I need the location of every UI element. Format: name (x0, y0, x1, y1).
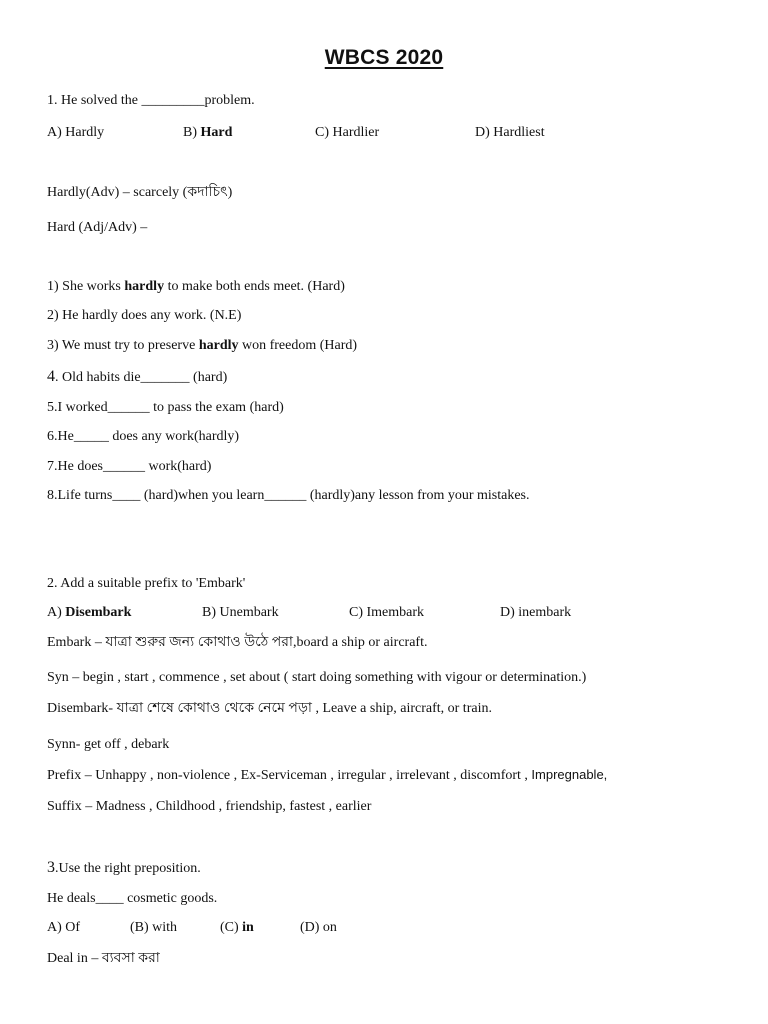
q2-option-b: B) Unembark (202, 605, 279, 620)
q3-num: 3 (47, 859, 55, 876)
q1-option-d: D) Hardliest (475, 125, 545, 140)
q3-question-text: .Use the right preposition. (55, 861, 201, 876)
q1-ex3-pre: 3) We must try to preserve (47, 338, 199, 353)
q2-question: 2. Add a suitable prefix to 'Embark' (47, 576, 246, 591)
q2-option-d: D) inembark (500, 605, 572, 620)
q2-option-a (47, 604, 131, 622)
q2-prefix-text: Prefix – Unhappy , non-violence , Ex-Serviceman , irregular , irrelevant , discomfort , (47, 768, 528, 783)
q1-def-hardly: Hardly(Adv) – scarcely (কদাচিৎ) (47, 185, 233, 200)
q2-prefix-examples (47, 766, 607, 785)
q2-synn: Synn- get off , debark (47, 737, 170, 752)
q2-prefix-extra: Impregnable, (531, 767, 608, 782)
q1-ex3-post: won freedom (Hard) (238, 338, 358, 353)
q3-question (47, 859, 201, 878)
q2-option-a-answer: Disembark (65, 605, 132, 620)
q1-def-hard: Hard (Adj/Adv) – (47, 220, 148, 235)
q1-ex4-text: . Old habits die_______ (hard) (55, 370, 228, 385)
q1-ex1-pre: 1) She works (47, 279, 125, 294)
q2-suffix-examples: Suffix – Madness , Childhood , friendship, fastest , earlier (47, 799, 372, 814)
q1-question: 1. He solved the _________problem. (47, 93, 255, 108)
q1-example-3 (47, 337, 357, 355)
q3-option-b: (B) with (130, 920, 178, 935)
q1-example-4 (47, 368, 227, 387)
q1-option-b (183, 124, 232, 142)
q3-option-a: A) Of (47, 920, 81, 935)
q1-ex1-bold: hardly (124, 279, 165, 294)
q1-example-8: 8.Life turns____ (hard)when you learn______ (hardly)any lesson from your mistakes. (47, 488, 530, 503)
q1-example-1 (47, 278, 345, 296)
q1-example-5: 5.I worked______ to pass the exam (hard) (47, 400, 284, 415)
q1-example-6: 6.He_____ does any work(hardly) (47, 429, 240, 444)
q2-option-c: C) Imembark (349, 605, 425, 620)
q1-ex4-num: 4 (47, 368, 55, 385)
q3-option-c-answer: in (242, 920, 254, 935)
page-title: WBCS 2020 (324, 46, 444, 69)
q3-option-d: (D) on (300, 920, 337, 935)
q3-option-c-label: (C) (220, 920, 243, 935)
q3-deal-in-def: Deal in – ব্যবসা করা (47, 951, 160, 966)
q1-example-7: 7.He does______ work(hard) (47, 459, 212, 474)
q2-disembark-def: Disembark- যাত্রা শেষে কোথাও থেকে নেমে পড়া , Leave a ship, aircraft, or train. (47, 701, 492, 716)
q1-example-2: 2) He hardly does any work. (N.E) (47, 308, 242, 323)
q1-ex3-bold: hardly (198, 338, 239, 353)
q1-option-b-answer: Hard (200, 125, 233, 140)
q1-option-a: A) Hardly (47, 125, 105, 140)
q1-ex1-post: to make both ends meet. (Hard) (164, 279, 345, 294)
q3-sentence: He deals____ cosmetic goods. (47, 891, 218, 906)
q2-syn: Syn – begin , start , commence , set about ( start doing something with vigour or determination.) (47, 670, 587, 685)
q2-option-a-label: A) (47, 605, 66, 620)
q1-option-b-label: B) (183, 125, 201, 140)
q1-option-c: C) Hardlier (315, 125, 380, 140)
q3-option-c (220, 919, 254, 937)
q2-embark-def: Embark – যাত্রা শুরুর জন্য কোথাও উঠে পরা,board a ship or aircraft. (47, 635, 428, 650)
